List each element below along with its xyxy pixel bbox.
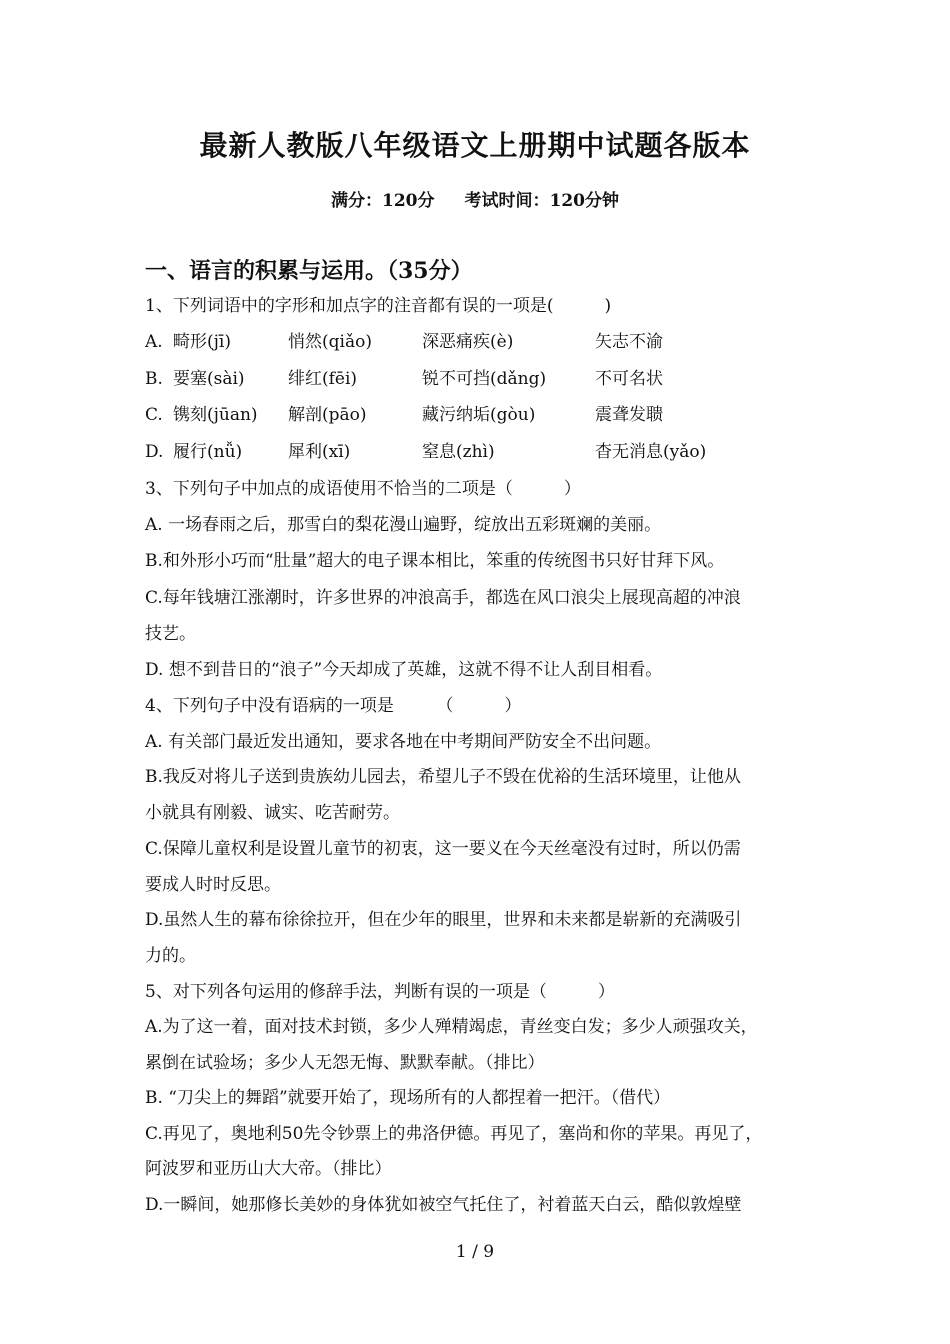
question-5-option-c: C.再见了，奥地利50先令钞票上的弗洛伊德。再见了，塞尚和你的苹果。再见了，: [145, 1124, 763, 1144]
question-5-option-d: D.一瞬间，她那修长美妙的身体犹如被空气托住了，衬着蓝天白云，酷似敦煌壁: [145, 1195, 742, 1215]
question-4-option-d: D.虽然人生的幕布徐徐拉开，但在少年的眼里，世界和未来都是崭新的充满吸引: [145, 910, 742, 930]
question-5-option-a-cont: 累倒在试验场；多少人无怨无悔、默默奉献。（排比）: [145, 1053, 545, 1073]
question-3-stem: 3、下列句子中加点的成语使用不恰当的二项是（ ）: [145, 479, 581, 499]
question-4-stem: 4、下列句子中没有语病的一项是 （ ）: [145, 696, 522, 716]
section-heading: 一、语言的积累与运用。（35分）: [145, 258, 473, 284]
question-4-option-a: A. 有关部门最近发出通知，要求各地在中考期间严防安全不出问题。: [145, 732, 662, 752]
question-3-option-c: C.每年钱塘江涨潮时，许多世界的冲浪高手，都选在风口浪尖上展现高超的冲浪: [145, 588, 741, 608]
question-4-option-c-cont: 要成人时时反思。: [145, 875, 281, 895]
question-3-option-a: A. 一场春雨之后，那雪白的梨花漫山遍野，绽放出五彩斑斓的美丽。: [145, 515, 662, 535]
exam-info: [0, 186, 950, 211]
question-5-option-b: B. “刀尖上的舞蹈”就要开始了，现场所有的人都捏着一把汗。（借代）: [145, 1088, 671, 1108]
full-score: 满分：120分: [331, 191, 435, 211]
question-5-stem: 5、对下列各句运用的修辞手法，判断有误的一项是（ ）: [145, 982, 615, 1002]
exam-page: 最新人教版八年级语文上册期中试题各版本 满分：120分 考试时间：120分钟 一、语言的积累与运用。（35分） 1、下列词语中的字形和加点字的注音都有误的一项是( ) A. 畸形(jī) 悄然(qiǎo) 深恶痛疾(è) 矢志不渝 B. 要塞(sài) 绯红(fēi) 锐不可挡(dǎng) 不可名状 C. 镌刻(jūan) 解剖(pāo) 藏污纳垢(gòu) 震聋发聩 D. 履行(nǚ) 犀利(xī) 窒息(zhì) 杳无消息(yǎo) 3、下列句子中加点的成语使用不恰当的二项是（ ） A. 一场春雨之后，那雪白的梨花漫山遍野，绽放出五彩斑斓的美丽。 B.和外形小巧而“肚量”超大的电子课本相比，笨重的传统图书只好甘拜下风。 C.每年钱塘江涨潮时，许多世界的冲浪高手，都选在风口浪尖上展现高超的冲浪 技艺。 D. 想不到昔日的“浪子”今天却成了英雄，这就不得不让人刮目相看。 4、下列句子中没有语病的一项是 （ ） A. 有关部门最近发出通知，要求各地在中考期间严防安全不出问题。 B.我反对将儿子送到贵族幼儿园去，希望儿子不毁在优裕的生活环境里，让他从 小就具有刚毅、诚实、吃苦耐劳。 C.保障儿童权利是设置儿童节的初衷，这一要义在今天丝毫没有过时，所以仍需 要成人时时反思。 D.虽然人生的幕布徐徐拉开，但在少年的眼里，世界和未来都是崭新的充满吸引 力的。 5、对下列各句运用的修辞手法，判断有误的一项是（ ） A.为了这一着，面对技术封锁，多少人殚精竭虑，青丝变白发；多少人顽强攻关， 累倒在试验场；多少人无怨无悔、默默奉献。（排比） B. “刀尖上的舞蹈”就要开始了，现场所有的人都捏着一把汗。（借代） C.再见了，奥地利50先令钞票上的弗洛伊德。再见了，塞尚和你的苹果。再见了， 阿波罗和亚历山大大帝。（排比） D.一瞬间，她那修长美妙的身体犹如被空气托住了，衬着蓝天白云，酷似敦煌壁 1 / 9: [0, 0, 950, 1344]
question-4-option-b-cont: 小就具有刚毅、诚实、吃苦耐劳。: [145, 803, 400, 823]
page-title: 最新人教版八年级语文上册期中试题各版本: [199, 129, 751, 162]
question-3-option-b: B.和外形小巧而“肚量”超大的电子课本相比，笨重的传统图书只好甘拜下风。: [145, 551, 725, 571]
question-4-option-b: B.我反对将儿子送到贵族幼儿园去，希望儿子不毁在优裕的生活环境里，让他从: [145, 767, 741, 787]
question-4-option-c: C.保障儿童权利是设置儿童节的初衷，这一要义在今天丝毫没有过时，所以仍需: [145, 839, 741, 859]
question-1-stem: 1、下列词语中的字形和加点字的注音都有误的一项是( ): [145, 296, 612, 316]
question-3-option-c-cont: 技艺。: [145, 624, 196, 644]
exam-time: 考试时间：120分钟: [464, 191, 619, 211]
question-5-option-c-cont: 阿波罗和亚历山大大帝。（排比）: [145, 1159, 392, 1179]
question-3-option-d: D. 想不到昔日的“浪子”今天却成了英雄，这就不得不让人刮目相看。: [145, 660, 663, 680]
page-number: 1 / 9: [455, 1242, 495, 1262]
question-5-option-a: A.为了这一着，面对技术封锁，多少人殚精竭虑，青丝变白发；多少人顽强攻关，: [145, 1017, 758, 1037]
question-4-option-d-cont: 力的。: [145, 946, 196, 966]
